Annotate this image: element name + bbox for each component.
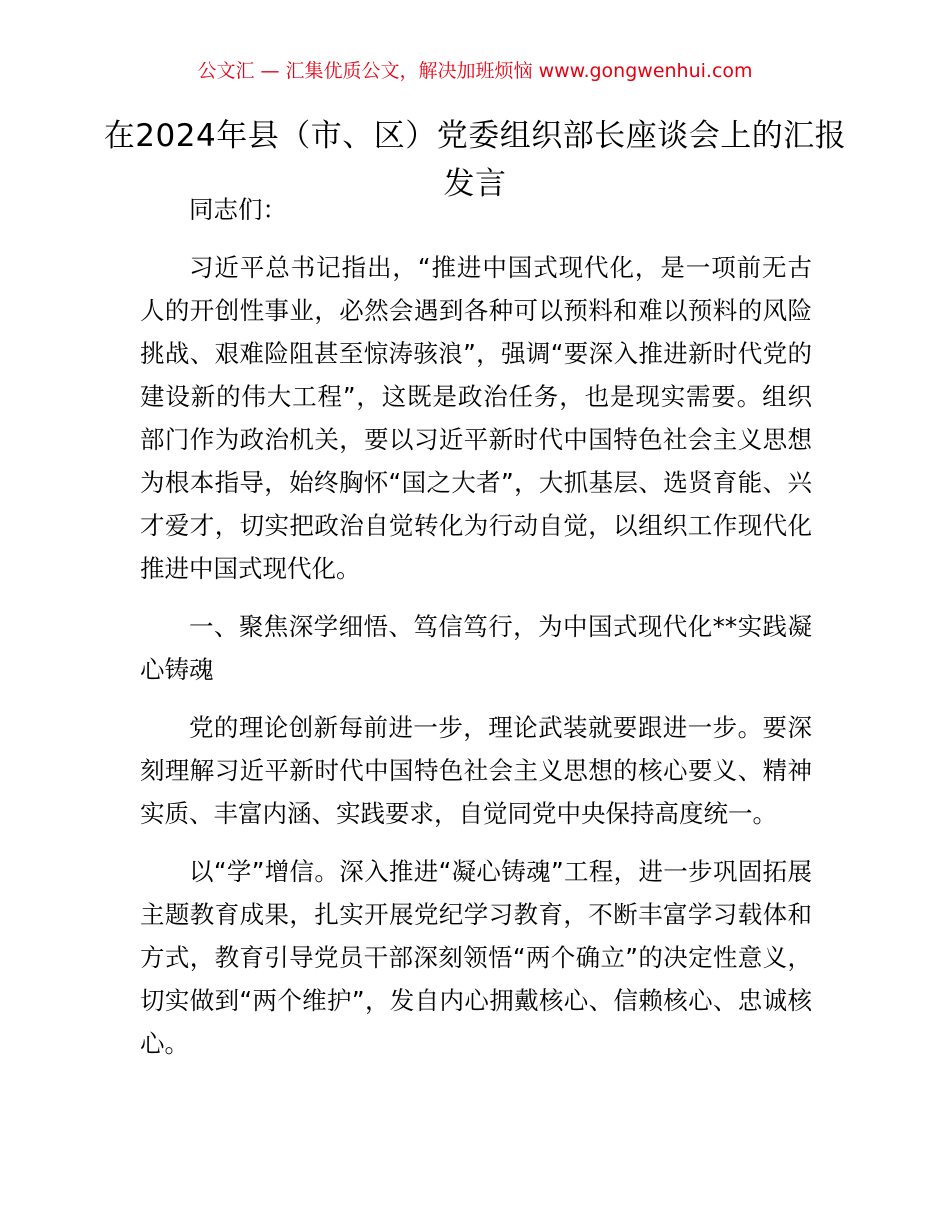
document-title: 在2024年县（市、区）党委组织部长座谈会上的汇报发言	[103, 118, 847, 202]
document-body	[140, 188, 812, 1080]
body-paragraph: 党的理论创新每前进一步，理论武装就要跟进一步。要深刻理解习近平新时代中国特色社会主义思想的核心要义、精神实质、丰富内涵、实践要求，自觉同党中央保持高度统一。	[140, 713, 812, 828]
section-heading: 一、聚焦深学细悟、笃信笃行，为中国式现代化**实践凝心铸魂	[140, 612, 812, 684]
body-paragraph: 以“学”增信。深入推进“凝心铸魂”工程，进一步巩固拓展主题教育成果，扎实开展党纪学习教育，不断丰富学习载体和方式，教育引导党员干部深刻领悟“两个确立”的决定性意义，切实做到“两个维护”，发自内心拥戴核心、信赖核心、忠诚核心。	[140, 857, 812, 1058]
header-banner: 公文汇 — 汇集优质公文，解决加班烦恼 www.gongwenhui.com	[197, 60, 753, 82]
salutation-paragraph: 同志们：	[189, 195, 287, 224]
intro-paragraph: 习近平总书记指出，“推进中国式现代化，是一项前无古人的开创性事业，必然会遇到各种可以预料和难以预料的风险挑战、艰难险阻甚至惊涛骇浪”，强调“要深入推进新时代党的建设新的伟大工程”，这既是政治任务，也是现实需要。组织部门作为政治机关，要以习近平新时代中国特色社会主义思想为根本指导，始终胸怀“国之大者”，大抓基层、选贤育能、兴才爱才，切实把政治自觉转化为行动自觉，以组织工作现代化推进中国式现代化。	[140, 253, 812, 583]
